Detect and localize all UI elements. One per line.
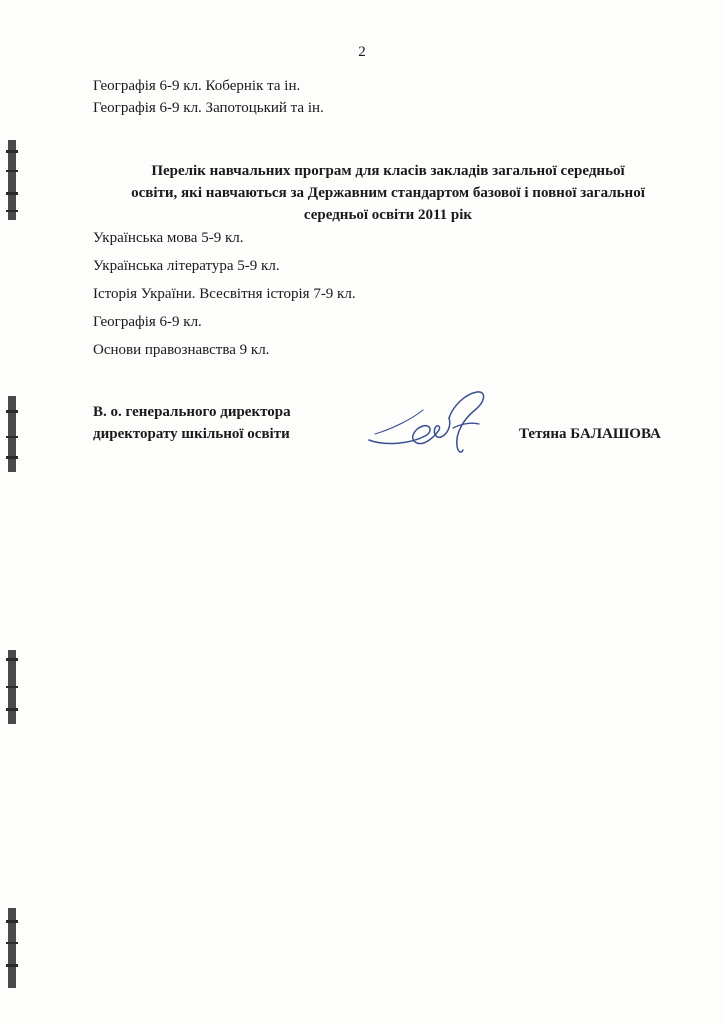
signatory-title-line-2: директорату шкільної освіти [93,426,290,442]
program-ukrainian-literature: Українська література 5-9 кл. [93,258,280,274]
signatory-title-line-1: В. о. генерального директора [93,404,291,420]
top-line-geography-kobernik: Географія 6-9 кл. Кобернік та ін. [93,78,301,94]
top-line-geography-zapototskyi: Географія 6-9 кл. Запотоцький та ін. [93,100,324,116]
handwritten-signature [365,388,500,460]
program-ukrainian-language: Українська мова 5-9 кл. [93,230,244,246]
program-law-basics: Основи правознавства 9 кл. [93,342,270,358]
scan-edge-mark-3 [4,650,20,724]
program-list-heading [88,160,688,226]
heading-line-3: середньої освіти 2011 рік [303,207,473,223]
scan-edge-mark-2 [4,396,20,472]
program-history: Історія України. Всесвітня історія 7-9 кл. [93,286,356,302]
page-number: 2 [358,44,366,60]
heading-line-2: освіти, які навчаються за Державним стандартом базової і повної загальної [131,185,645,201]
scan-edge-mark-1 [4,140,20,220]
signatory-name: Тетяна БАЛАШОВА [519,426,661,442]
program-geography: Географія 6-9 кл. [93,314,202,330]
scan-edge-mark-4 [4,908,20,988]
heading-line-1: Перелік навчальних програм для класів закладів загальної середньої [151,163,625,179]
